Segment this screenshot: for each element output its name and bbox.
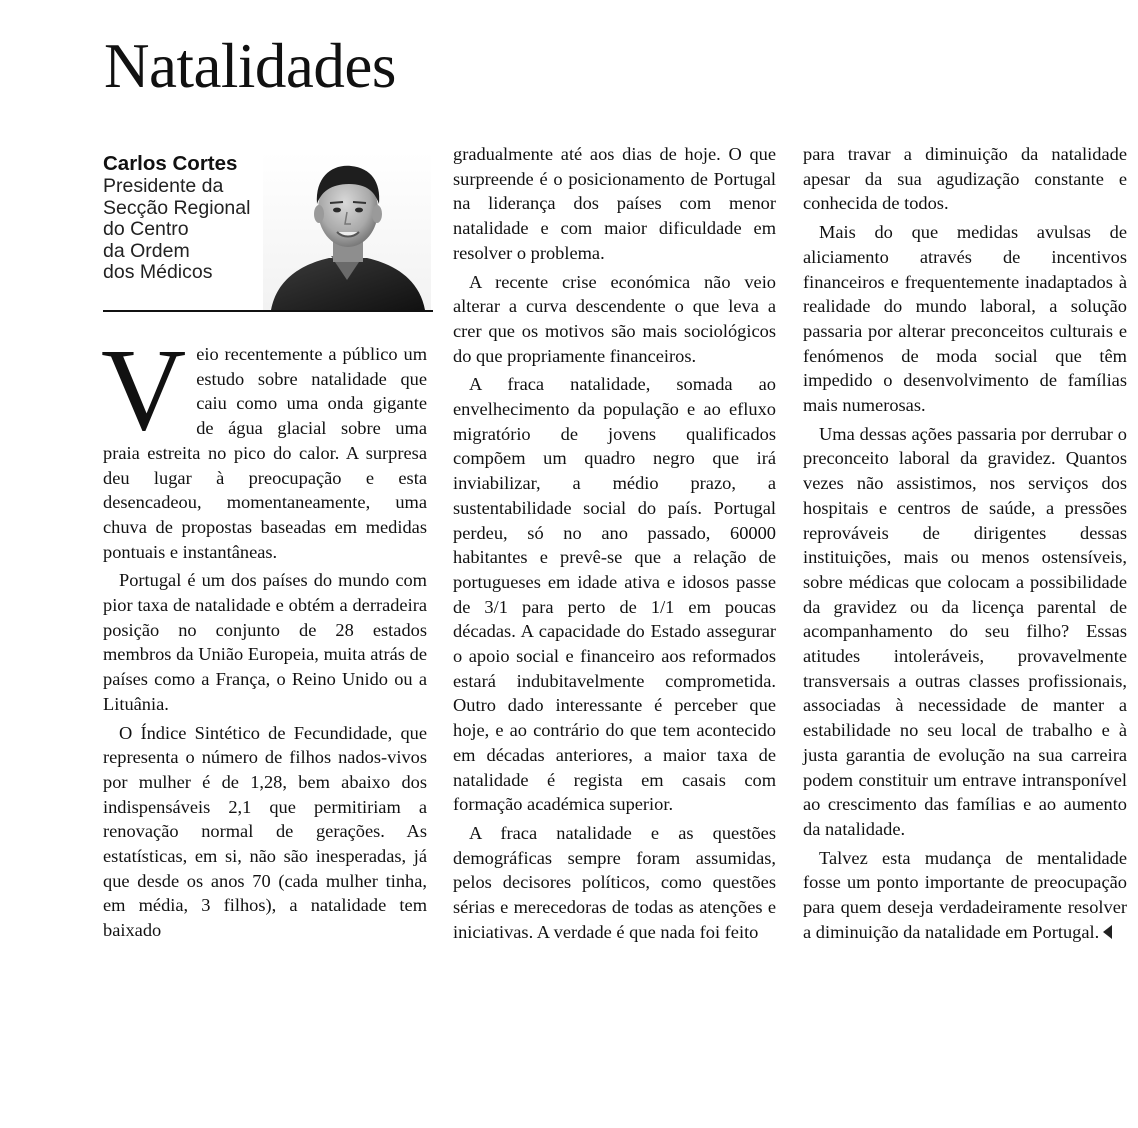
paragraph: Mais do que medidas avulsas de aliciamento através de incentivos financeiros e frequentemente inadaptados à realidade do mundo laboral, a solução passaria por alterar preconceitos culturais e fenómenos de moda social que têm impedido o desenvolvimento de famílias mais numerosas. <box>803 222 1127 416</box>
paragraph-text: Talvez esta mudança de mentalidade fosse um ponto importante de preocupação para quem deseja verdadeiramente resolver a diminuição da natalidade em Portugal. <box>803 847 1127 942</box>
author-byline <box>103 152 433 312</box>
author-role-line: do Centro <box>103 218 189 240</box>
author-portrait <box>263 152 431 310</box>
author-role-line: Presidente da <box>103 175 224 197</box>
author-role-line: Secção Regional <box>103 196 251 219</box>
author-role-line: da Ordem <box>103 239 190 262</box>
article-title: Natalidades <box>104 31 396 101</box>
paragraph: A fraca natalidade, somada ao envelhecimento da população e ao efluxo migratório de jovens qualificados compõem um quadro negro que irá inviabilizar, a médio prazo, a sustentabilidade social do país. Portugal perdeu, só no ano passado, 60000 habitantes e prevê-se que a relação de portugueses em idade ativa e idosos passe de 3/1 para perto de 1/1 em poucas décadas. A capacidade do Estado assegurar o apoio social e financeiro aos reformados estará indubitavelmente comprometida. Outro dado interessante é perceber que hoje, e ao contrário do que tem acontecido em décadas anteriores, a maior taxa de natalidade é regista em casais com formação académica superior. <box>453 374 776 815</box>
author-role-line: dos Médicos <box>103 261 213 283</box>
author-role <box>103 176 273 284</box>
paragraph: O Índice Sintético de Fecundidade, que representa o número de filhos nados-vivos por mulher é de 1,28, bem abaixo dos indispensáveis 2,1 que permitiriam a renovação normal de gerações. As estatísticas, em si, não são inesperadas, já que desde os anos 70 (cada mulher tinha, em média, 3 filhos), a natalidade tem baixado <box>103 722 427 941</box>
paragraph-text: eio recentemente a público um estudo sobre natalidade que caiu como uma onda gigante de água glacial sobre uma praia estreita no pico do calor. A surpresa deu lugar à preocupação e esta desencadeou, momentaneamente, uma chuva de propostas baseadas em medidas pontuais e instantâneas. <box>103 344 427 562</box>
paragraph: Portugal é um dos países do mundo com pior taxa de natalidade e obtém a derradeira posição no conjunto de 28 estados membros da União Europeia, muita atrás de países como a França, o Reino Unido ou a Lituânia. <box>103 570 427 714</box>
author-name: Carlos Cortes <box>103 152 238 175</box>
article-column-2 <box>453 142 776 945</box>
paragraph: gradualmente até aos dias de hoje. O que surpreende é o posicionamento de Portugal na liderança dos países com menor natalidade e com maior dificuldade em resolver o problema. <box>453 144 776 263</box>
end-mark-icon <box>1103 925 1112 939</box>
paragraph: A recente crise económica não veio alterar a curva descendente o que leva a crer que os motivos são mais sociológicos do que propriamente financeiros. <box>453 271 776 366</box>
paragraph <box>803 846 1127 945</box>
paragraph: para travar a diminuição da natalidade apesar da sua agudização constante e conhecida de todos. <box>803 144 1127 214</box>
drop-cap: V <box>101 324 187 455</box>
paragraph <box>101 324 427 564</box>
article-column-1 <box>101 324 427 943</box>
paragraph: A fraca natalidade e as questões demográficas sempre foram assumidas, pelos decisores políticos, como questões sérias e merecedoras de todas as atenções e iniciativas. A verdade é que nada foi feito <box>453 822 776 942</box>
paragraph: Uma dessas ações passaria por derrubar o preconceito laboral da gravidez. Quantos vezes não assistimos, nos serviços dos hospitais e centros de saúde, a pressões reprováveis de dirigentes dessas instituições, mais ou menos ostensíveis, sobre médicas que colocam a possibilidade da gravidez ou da licença parental de acompanhamento do seu filho? Essas atitudes intoleráveis, provavelmente transversais a outras classes profissionais, associadas à necessidade de manter a estabilidade no seu local de trabalho e à justa garantia de evolução na sua carreira podem constituir um entrave intransponível ao crescimento das famílias e ao aumento da natalidade. <box>803 423 1127 839</box>
article-column-3 <box>803 142 1127 945</box>
